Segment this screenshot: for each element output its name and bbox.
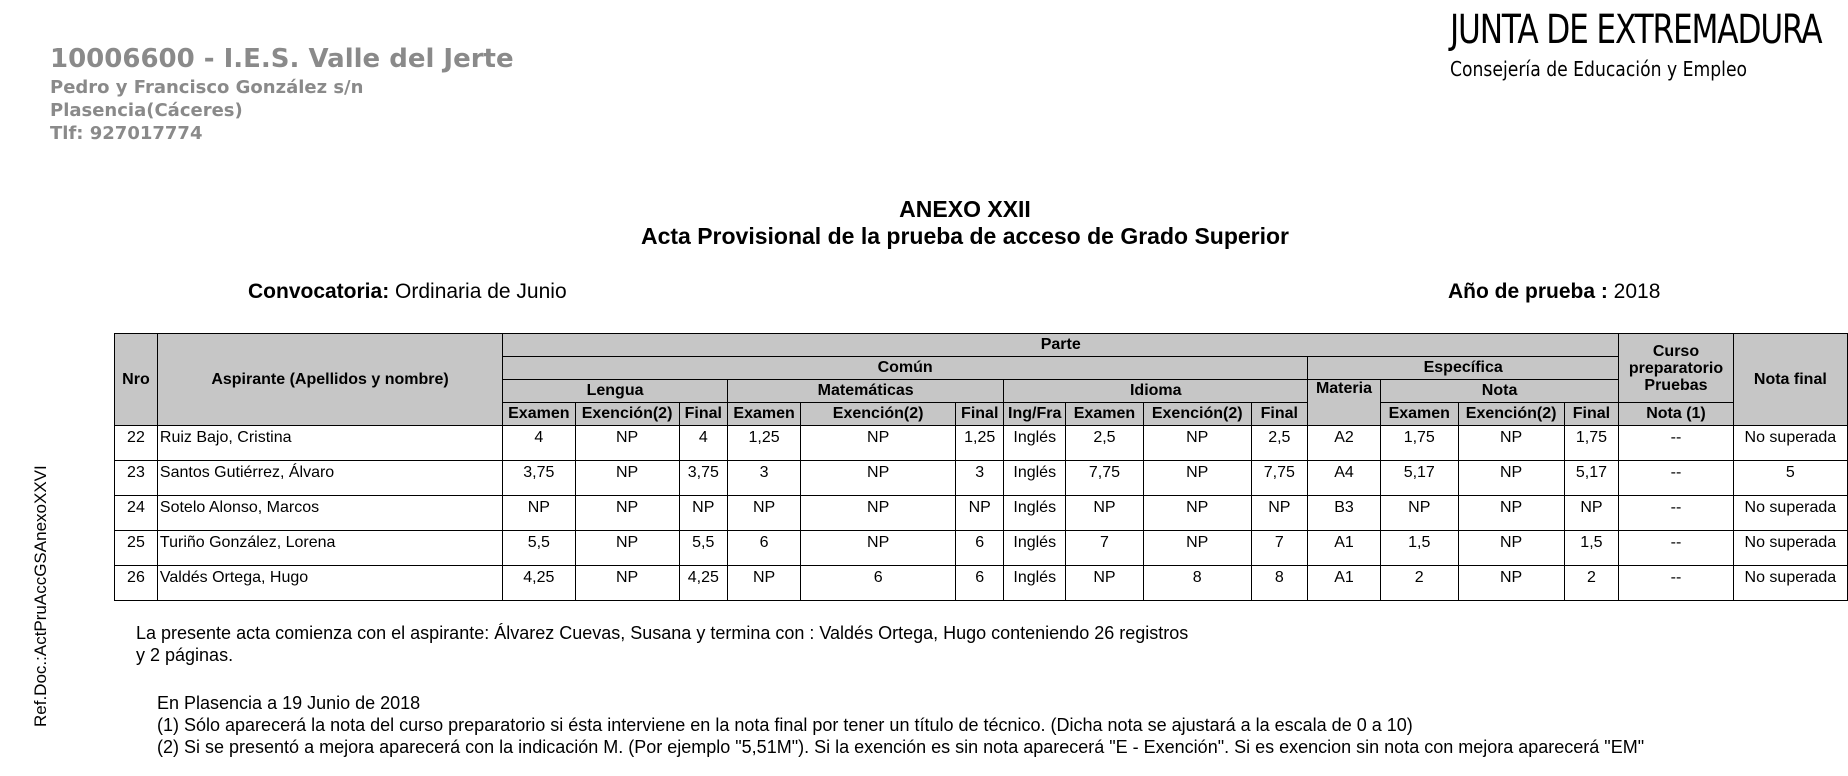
year-value: 2018 — [1607, 280, 1661, 303]
test-year — [1448, 280, 1660, 304]
cell-esp-final: 5,17 — [1564, 461, 1619, 496]
cell-mat-examen: 1,25 — [727, 426, 800, 461]
cell-lengua-examen: 3,75 — [503, 461, 575, 496]
cell-lengua-exencion: NP — [575, 531, 679, 566]
cell-nota-final: No superada — [1733, 426, 1847, 461]
cell-lengua-exencion: NP — [575, 566, 679, 601]
cell-curso: -- — [1619, 426, 1733, 461]
cell-esp-final: 2 — [1564, 566, 1619, 601]
header-nota-final: Nota final — [1733, 334, 1847, 426]
cell-esp-exencion: NP — [1458, 496, 1564, 531]
cell-nota-final: No superada — [1733, 531, 1847, 566]
header-curso-preparatorio: Curso preparatorio Pruebas — [1619, 334, 1733, 403]
document-reference: Ref.Doc.:ActPruAccGSAnexoXXVI — [31, 465, 50, 727]
cell-mat-final: NP — [956, 496, 1004, 531]
cell-nro: 26 — [115, 566, 158, 601]
cell-esp-final: 1,75 — [1564, 426, 1619, 461]
institution-logo — [1450, 6, 1848, 82]
header-matematicas: Matemáticas — [727, 380, 1003, 403]
cell-idioma-examen: 7,75 — [1066, 461, 1144, 496]
cell-esp-examen: 1,5 — [1380, 531, 1458, 566]
cell-mat-exencion: 6 — [801, 566, 956, 601]
cell-nro: 23 — [115, 461, 158, 496]
cell-lengua-exencion: NP — [575, 426, 679, 461]
header-nro: Nro — [115, 334, 158, 426]
cell-lengua-exencion: NP — [575, 461, 679, 496]
table-row — [115, 461, 1848, 496]
cell-idioma-final: 7 — [1251, 531, 1308, 566]
cell-materia: A4 — [1308, 461, 1381, 496]
header-idioma: Idioma — [1004, 380, 1308, 403]
header-esp-exencion: Exención(2) — [1458, 403, 1564, 426]
cell-idioma-examen: NP — [1066, 496, 1144, 531]
cell-aspirante: Santos Gutiérrez, Álvaro — [157, 461, 502, 496]
cell-idioma-final: NP — [1251, 496, 1308, 531]
cell-mat-exencion: NP — [801, 531, 956, 566]
table-row — [115, 426, 1848, 461]
institution-department: Consejería de Educación y Empleo — [1450, 57, 1748, 81]
cell-mat-exencion: NP — [801, 496, 956, 531]
annex-title: ANEXO XXII — [899, 196, 1031, 222]
cell-language: Inglés — [1004, 496, 1066, 531]
year-label: Año de prueba : — [1448, 280, 1608, 303]
header-aspirante: Aspirante (Apellidos y nombre) — [157, 334, 502, 426]
header-idioma-exencion: Exención(2) — [1143, 403, 1251, 426]
cell-curso: -- — [1619, 496, 1733, 531]
header-ingfra: Ing/Fra — [1004, 403, 1066, 426]
header-parte: Parte — [503, 334, 1619, 357]
header-lengua-final: Final — [679, 403, 727, 426]
institution-name: JUNTA DE EXTREMADURA — [1450, 7, 1822, 53]
cell-nro: 22 — [115, 426, 158, 461]
cell-materia: A1 — [1308, 566, 1381, 601]
cell-lengua-examen: 4 — [503, 426, 575, 461]
cell-materia: A1 — [1308, 531, 1381, 566]
header-lengua: Lengua — [503, 380, 728, 403]
cell-mat-final: 6 — [956, 531, 1004, 566]
cell-idioma-examen: 2,5 — [1066, 426, 1144, 461]
cell-nota-final: No superada — [1733, 566, 1847, 601]
summary-note: La presente acta comienza con el aspirante: Álvarez Cuevas, Susana y termina con : Valdés Ortega, Hugo conteniendo 26 registros y 2 páginas. — [136, 623, 1189, 665]
cell-mat-exencion: NP — [801, 426, 956, 461]
table-row — [115, 566, 1848, 601]
convocatoria-value: Ordinaria de Junio — [389, 280, 567, 303]
cell-lengua-examen: NP — [503, 496, 575, 531]
header-mat-exencion: Exención(2) — [801, 403, 956, 426]
cell-idioma-exencion: NP — [1143, 531, 1251, 566]
cell-esp-exencion: NP — [1458, 461, 1564, 496]
cell-aspirante: Ruiz Bajo, Cristina — [157, 426, 502, 461]
header-nota: Nota — [1380, 380, 1618, 403]
cell-mat-final: 3 — [956, 461, 1004, 496]
cell-language: Inglés — [1004, 531, 1066, 566]
cell-mat-examen: 6 — [727, 531, 800, 566]
convocatoria — [248, 280, 567, 304]
header-esp-final: Final — [1564, 403, 1619, 426]
cell-esp-examen: 5,17 — [1380, 461, 1458, 496]
school-city: Plasencia(Cáceres) — [50, 100, 243, 121]
header-mat-examen: Examen — [727, 403, 800, 426]
header-especifica: Específica — [1308, 357, 1619, 380]
footer-notes — [157, 692, 1644, 758]
cell-language: Inglés — [1004, 426, 1066, 461]
header-mat-final: Final — [956, 403, 1004, 426]
cell-esp-exencion: NP — [1458, 426, 1564, 461]
cell-idioma-exencion: NP — [1143, 461, 1251, 496]
cell-mat-examen: NP — [727, 566, 800, 601]
cell-idioma-examen: 7 — [1066, 531, 1144, 566]
cell-esp-examen: 1,75 — [1380, 426, 1458, 461]
header-idioma-examen: Examen — [1066, 403, 1144, 426]
cell-nota-final: No superada — [1733, 496, 1847, 531]
header-nota1: Nota (1) — [1619, 403, 1733, 426]
cell-idioma-exencion: 8 — [1143, 566, 1251, 601]
school-address: Pedro y Francisco González s/n — [50, 77, 364, 98]
cell-curso: -- — [1619, 566, 1733, 601]
cell-language: Inglés — [1004, 566, 1066, 601]
header-idioma-final: Final — [1251, 403, 1308, 426]
school-code-name: 10006600 - I.E.S. Valle del Jerte — [50, 44, 514, 74]
cell-idioma-examen: NP — [1066, 566, 1144, 601]
cell-mat-final: 1,25 — [956, 426, 1004, 461]
cell-lengua-final: 3,75 — [679, 461, 727, 496]
cell-esp-final: 1,5 — [1564, 531, 1619, 566]
cell-curso: -- — [1619, 461, 1733, 496]
cell-idioma-final: 7,75 — [1251, 461, 1308, 496]
cell-curso: -- — [1619, 531, 1733, 566]
cell-lengua-final: 5,5 — [679, 531, 727, 566]
cell-lengua-final: 4 — [679, 426, 727, 461]
place-date: En Plasencia a 19 Junio de 2018 — [157, 693, 421, 713]
cell-nota-final: 5 — [1733, 461, 1847, 496]
cell-mat-examen: 3 — [727, 461, 800, 496]
header-comun: Común — [503, 357, 1308, 380]
header-lengua-examen: Examen — [503, 403, 575, 426]
footnote-2: (2) Si se presentó a mejora aparecerá con la indicación M. (Por ejemplo "5,51M"). Si la exención es sin nota aparecerá "E - Exención". Si es exencion sin nota con mejora aparecerá "EM" — [157, 737, 1645, 757]
cell-esp-examen: 2 — [1380, 566, 1458, 601]
table-row — [115, 496, 1848, 531]
footnote-1: (1) Sólo aparecerá la nota del curso preparatorio si ésta interviene en la nota final por tener un título de técnico. (Dicha nota se ajustará a la escala de 0 a 10) — [157, 715, 1413, 735]
cell-idioma-final: 8 — [1251, 566, 1308, 601]
cell-nro: 24 — [115, 496, 158, 531]
cell-lengua-final: NP — [679, 496, 727, 531]
school-header — [50, 42, 514, 145]
cell-esp-exencion: NP — [1458, 566, 1564, 601]
cell-mat-exencion: NP — [801, 461, 956, 496]
results-table — [114, 333, 1848, 601]
table-row — [115, 531, 1848, 566]
cell-esp-exencion: NP — [1458, 531, 1564, 566]
cell-lengua-examen: 4,25 — [503, 566, 575, 601]
cell-mat-examen: NP — [727, 496, 800, 531]
cell-aspirante: Sotelo Alonso, Marcos — [157, 496, 502, 531]
cell-idioma-exencion: NP — [1143, 426, 1251, 461]
cell-esp-examen: NP — [1380, 496, 1458, 531]
cell-nro: 25 — [115, 531, 158, 566]
school-phone: Tlf: 927017774 — [50, 123, 203, 144]
cell-language: Inglés — [1004, 461, 1066, 496]
cell-mat-final: 6 — [956, 566, 1004, 601]
cell-idioma-exencion: NP — [1143, 496, 1251, 531]
header-materia: Materia — [1308, 380, 1381, 426]
header-lengua-exencion: Exención(2) — [575, 403, 679, 426]
cell-aspirante: Turiño González, Lorena — [157, 531, 502, 566]
cell-lengua-exencion: NP — [575, 496, 679, 531]
cell-aspirante: Valdés Ortega, Hugo — [157, 566, 502, 601]
cell-lengua-examen: 5,5 — [503, 531, 575, 566]
convocatoria-label: Convocatoria: — [248, 280, 390, 303]
cell-materia: B3 — [1308, 496, 1381, 531]
cell-lengua-final: 4,25 — [679, 566, 727, 601]
cell-esp-final: NP — [1564, 496, 1619, 531]
cell-idioma-final: 2,5 — [1251, 426, 1308, 461]
document-subtitle: Acta Provisional de la prueba de acceso de Grado Superior — [640, 223, 1290, 249]
cell-materia: A2 — [1308, 426, 1381, 461]
header-esp-examen: Examen — [1380, 403, 1458, 426]
